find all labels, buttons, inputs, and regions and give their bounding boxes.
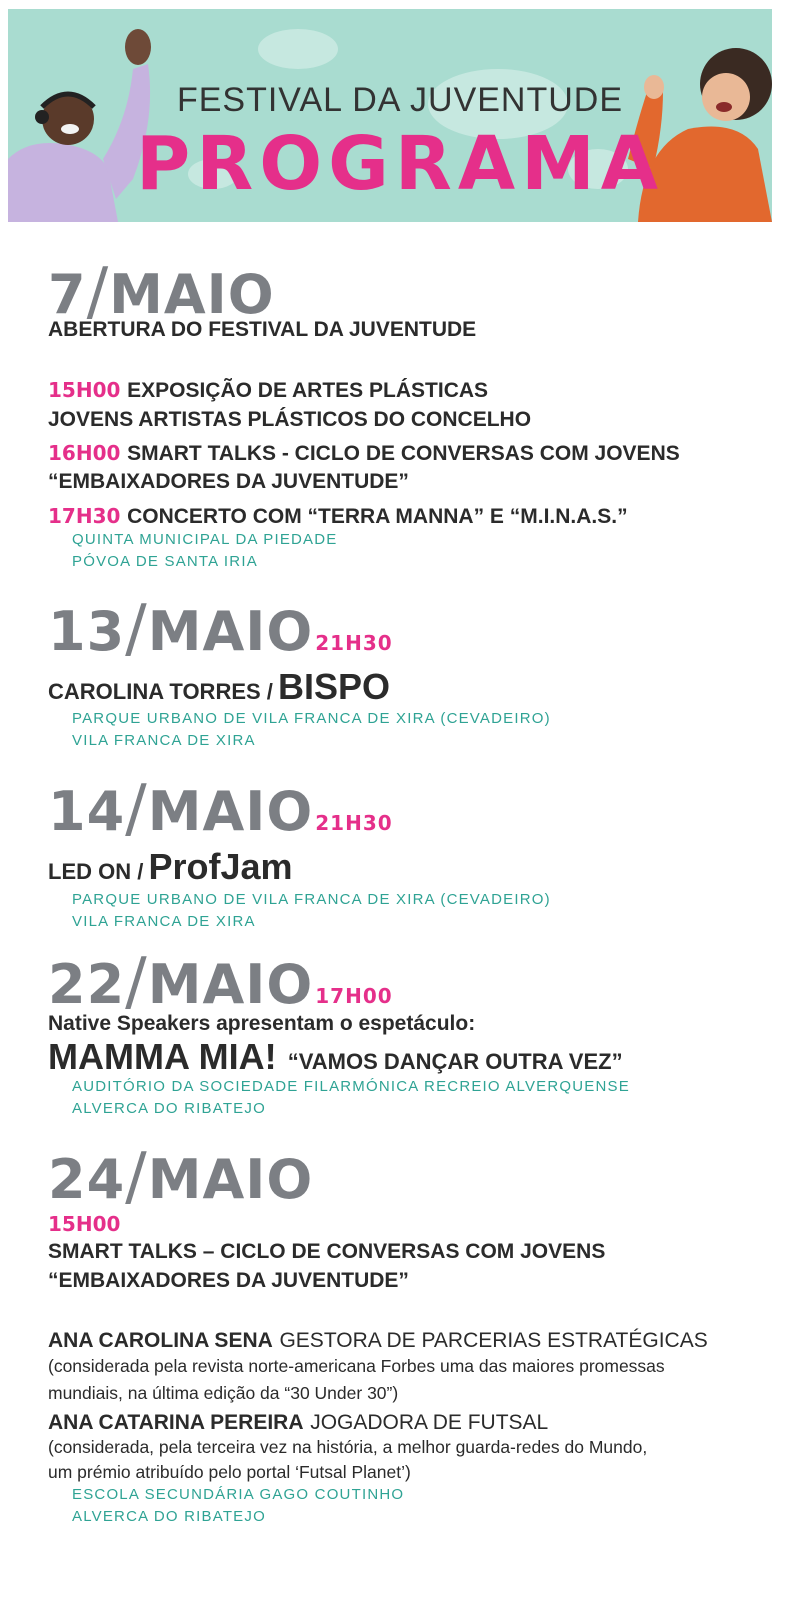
event-time: 15H00 [48,378,121,402]
speaker-description: (considerada pela revista norte-americana Forbes uma das maiores promessas [48,1356,665,1376]
event-item [48,504,628,529]
date-22-maio [48,945,393,1019]
day1-heading: ABERTURA DO FESTIVAL DA JUVENTUDE [48,318,477,341]
event-title: SMART TALKS – CICLO DE CONVERSAS COM JOVENS [48,1240,606,1263]
event-item [48,378,488,403]
concert-line [48,666,390,708]
support-artist: LED ON / [48,859,144,884]
header-banner [8,9,772,222]
venue-place: VILA FRANCA DE XIRA [72,732,256,749]
event-time: 16H00 [48,441,121,465]
date-day: 13 [48,600,126,663]
date-day: 7 [48,263,87,326]
festival-subtitle: FESTIVAL DA JUVENTUDE [176,81,624,119]
speaker-description: mundiais, na última edição da “30 Under 30”) [48,1383,399,1403]
event-title: EXPOSIÇÃO DE ARTES PLÁSTICAS [127,379,489,402]
event-time: 21H30 [315,811,393,835]
event-time: 17H00 [315,984,393,1008]
date-slash: / [125,592,148,666]
show-subtitle: “VAMOS DANÇAR OUTRA VEZ” [287,1049,623,1074]
date-13-maio [48,592,393,666]
speaker-2 [48,1410,548,1435]
speaker-name: ANA CAROLINA SENA [48,1329,273,1352]
venue-place: PÓVOA DE SANTA IRIA [72,553,258,570]
show-line [48,1036,623,1078]
event-item [48,441,680,466]
show-title: MAMMA MIA! [48,1036,277,1077]
date-slash: / [125,945,148,1019]
support-artist: CAROLINA TORRES / [48,679,273,704]
date-month: MAIO [147,1148,314,1211]
venue-name: PARQUE URBANO DE VILA FRANCA DE XIRA (CEVADEIRO) [72,891,551,908]
venue-place: ALVERCA DO RIBATEJO [72,1100,266,1117]
venue-name: QUINTA MUNICIPAL DA PIEDADE [72,531,338,548]
date-month: MAIO [147,953,314,1016]
event-title: SMART TALKS - CICLO DE CONVERSAS COM JOVENS [127,442,680,465]
speaker-1 [48,1328,708,1353]
event-title: CONCERTO COM “TERRA MANNA” E “M.I.N.A.S.” [127,505,628,528]
event-subtitle: “EMBAIXADORES DA JUVENTUDE” [48,1269,409,1292]
date-slash: / [125,1140,148,1214]
date-14-maio [48,772,393,846]
venue-place: VILA FRANCA DE XIRA [72,913,256,930]
event-time: 21H30 [315,631,393,655]
concert-line [48,846,293,888]
date-month: MAIO [147,600,314,663]
date-24-maio [48,1140,313,1214]
date-day: 24 [48,1148,126,1211]
venue-name: ESCOLA SECUNDÁRIA GAGO COUTINHO [72,1486,405,1503]
headliner: BISPO [278,666,391,707]
date-month: MAIO [109,263,275,326]
speaker-name: ANA CATARINA PEREIRA [48,1411,304,1434]
headliner: ProfJam [148,846,293,887]
date-slash: / [86,255,110,329]
show-intro: Native Speakers apresentam o espetáculo: [48,1012,476,1035]
speaker-description: um prémio atribuído pelo portal ‘Futsal Planet’) [48,1462,411,1482]
venue-name: AUDITÓRIO DA SOCIEDADE FILARMÓNICA RECREIO ALVERQUENSE [72,1078,630,1095]
event-subtitle: “EMBAIXADORES DA JUVENTUDE” [48,470,409,493]
date-day: 22 [48,953,126,1016]
event-time: 15H00 [48,1212,121,1236]
date-day: 14 [48,780,126,843]
speaker-description: (considerada, pela terceira vez na história, a melhor guarda-redes do Mundo, [48,1437,648,1457]
date-slash: / [125,772,148,846]
speaker-role: GESTORA DE PARCERIAS ESTRATÉGICAS [279,1329,708,1352]
speaker-role: JOGADORA DE FUTSAL [310,1411,549,1434]
date-month: MAIO [147,780,314,843]
venue-name: PARQUE URBANO DE VILA FRANCA DE XIRA (CEVADEIRO) [72,710,551,727]
program-title: PROGRAMA [135,121,665,207]
event-time: 17H30 [48,504,121,528]
venue-place: ALVERCA DO RIBATEJO [72,1508,266,1525]
event-subtitle: JOVENS ARTISTAS PLÁSTICOS DO CONCELHO [48,408,532,431]
